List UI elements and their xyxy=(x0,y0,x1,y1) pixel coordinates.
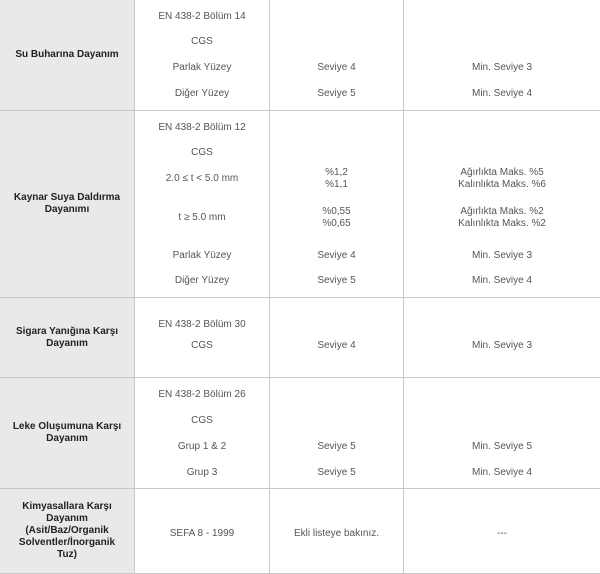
property-label: Su Buharına Dayanım xyxy=(0,0,135,110)
measured-value: Seviye 4 xyxy=(317,62,356,73)
column-divider xyxy=(403,111,404,297)
requirement-value: Min. Seviye 4 xyxy=(471,467,533,478)
test-condition: EN 438-2 Bölüm 14 xyxy=(158,11,246,22)
measured-value: Seviye 5 xyxy=(317,275,356,286)
measured-value: Seviye 5 xyxy=(317,467,356,478)
requirement-value: Ağırlıkta Maks. %2 xyxy=(460,206,544,217)
table-row xyxy=(0,111,600,298)
requirement-value: Ağırlıkta Maks. %5 xyxy=(460,167,544,178)
property-label: Leke Oluşumuna Karşı Dayanım xyxy=(0,378,135,488)
test-condition: Grup 3 xyxy=(186,467,218,478)
measured-value: Ekli listeye bakınız. xyxy=(293,528,380,539)
requirement-value: Min. Seviye 3 xyxy=(471,62,533,73)
test-condition: t ≥ 5.0 mm xyxy=(178,212,226,223)
test-condition: Parlak Yüzey xyxy=(172,250,232,261)
test-condition: SEFA 8 - 1999 xyxy=(169,528,235,539)
measured-value: %1,1 xyxy=(325,179,348,190)
requirement-value: Min. Seviye 3 xyxy=(471,250,533,261)
measured-value: %1,2 xyxy=(325,167,348,178)
measured-value: Seviye 4 xyxy=(317,250,356,261)
requirement-value: Min. Seviye 4 xyxy=(471,275,533,286)
table-row xyxy=(0,0,600,111)
measured-value: %0,65 xyxy=(322,218,351,229)
column-divider xyxy=(269,298,270,377)
test-condition: CGS xyxy=(191,415,213,426)
table-row xyxy=(0,378,600,489)
test-condition: CGS xyxy=(191,147,213,158)
test-condition: 2.0 ≤ t < 5.0 mm xyxy=(165,173,239,184)
test-condition: Diğer Yüzey xyxy=(174,88,230,99)
measured-value: Seviye 4 xyxy=(317,340,356,351)
property-label: Kaynar Suya Daldırma Dayanımı xyxy=(0,111,135,297)
test-condition: EN 438-2 Bölüm 26 xyxy=(158,389,246,400)
measured-value: Seviye 5 xyxy=(317,88,356,99)
requirement-value: Min. Seviye 3 xyxy=(471,340,533,351)
test-condition: Diğer Yüzey xyxy=(174,275,230,286)
property-label: Sigara Yanığına Karşı Dayanım xyxy=(0,298,135,377)
requirement-value: Min. Seviye 5 xyxy=(471,441,533,452)
test-condition: CGS xyxy=(191,340,213,351)
column-divider xyxy=(403,298,404,377)
column-divider xyxy=(269,111,270,297)
requirement-value: --- xyxy=(497,528,507,539)
property-label: Kimyasallara Karşı Dayanım (Asit/Baz/Organik Solventler/İnorganik Tuz) xyxy=(0,489,135,573)
measured-value: %0,55 xyxy=(322,206,351,217)
table-row xyxy=(0,298,600,378)
test-condition: EN 438-2 Bölüm 12 xyxy=(158,122,246,133)
test-condition: Grup 1 & 2 xyxy=(177,441,227,452)
table-row xyxy=(0,489,600,574)
test-condition: CGS xyxy=(191,36,213,47)
requirement-value: Kalınlıkta Maks. %6 xyxy=(458,179,546,190)
measured-value: Seviye 5 xyxy=(317,441,356,452)
test-condition: EN 438-2 Bölüm 30 xyxy=(158,319,246,330)
requirement-value: Min. Seviye 4 xyxy=(471,88,533,99)
test-condition: Parlak Yüzey xyxy=(172,62,232,73)
requirement-value: Kalınlıkta Maks. %2 xyxy=(458,218,546,229)
